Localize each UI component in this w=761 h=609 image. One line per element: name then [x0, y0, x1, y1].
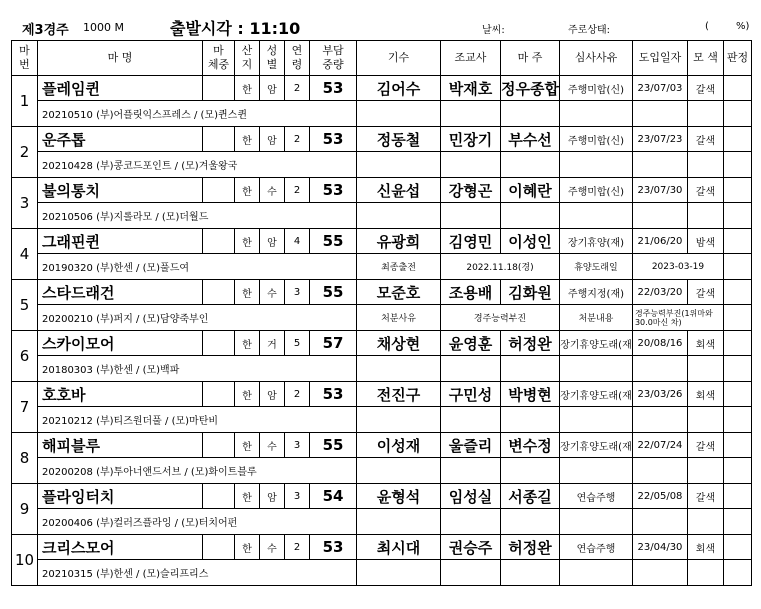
import-date: 22/05/08 [632, 484, 687, 509]
import-date: 23/07/03 [632, 76, 687, 101]
detail-empty-color [687, 509, 723, 535]
horse-row [12, 433, 752, 458]
detail-blank [310, 101, 357, 127]
detail-empty-import [632, 560, 687, 586]
col-judge-header: 판정 [723, 41, 751, 76]
detail-empty-color [687, 458, 723, 484]
detail-empty-jockey [357, 356, 441, 382]
header-line: 번 [19, 58, 30, 71]
horse-sex: 거 [260, 331, 285, 356]
detail-empty-judge [723, 101, 751, 127]
horse-detail-row [12, 356, 752, 382]
review-reason: 연습주행 [559, 484, 632, 509]
horse-age: 4 [285, 229, 310, 254]
horse-name: 스타드래건 [38, 280, 203, 305]
horse-origin: 한 [235, 229, 260, 254]
horse-row [12, 76, 752, 101]
horse-weight [203, 229, 235, 254]
entry-table [11, 40, 752, 586]
header-line: 연 [291, 44, 303, 57]
detail-empty-color [687, 407, 723, 433]
detail-empty-color [687, 101, 723, 127]
header-line: 령 [291, 58, 303, 71]
detail-empty-import [632, 458, 687, 484]
detail-empty-judge [723, 458, 751, 484]
import-date: 23/07/30 [632, 178, 687, 203]
horse-sex: 암 [260, 382, 285, 407]
import-date: 23/03/26 [632, 382, 687, 407]
coat-color: 갈색 [687, 178, 723, 203]
col-owner-header: 마 주 [501, 41, 560, 76]
detail-blank [310, 305, 357, 331]
detail-empty [723, 254, 751, 280]
header-line: 중량 [322, 58, 344, 71]
col-age-header [285, 41, 310, 76]
owner-name: 서종길 [501, 484, 560, 509]
detail-empty-trainer [441, 203, 501, 229]
horse-name: 그래핀퀸 [38, 229, 203, 254]
start-time: 출발시각 : 11:10 [170, 19, 301, 38]
horse-age: 2 [285, 76, 310, 101]
judgement [723, 280, 751, 305]
horse-weight [203, 484, 235, 509]
horse-detail-row [12, 458, 752, 484]
jockey-name: 최시대 [357, 535, 441, 560]
race-distance: 1000 M [83, 21, 124, 34]
trainer-name: 민장기 [441, 127, 501, 152]
detail-empty-trainer [441, 101, 501, 127]
detail-empty-color [687, 356, 723, 382]
detail-empty-reason [559, 101, 632, 127]
header-line: 마 [19, 44, 30, 57]
jockey-name: 신윤섭 [357, 178, 441, 203]
review-reason: 장기휴양도래(재 [559, 433, 632, 458]
horse-row [12, 331, 752, 356]
horse-sex: 암 [260, 229, 285, 254]
horse-number: 4 [12, 229, 38, 280]
col-reason-header: 심사사유 [559, 41, 632, 76]
coat-color: 갈색 [687, 76, 723, 101]
horse-weight [203, 535, 235, 560]
horse-number: 8 [12, 433, 38, 484]
horse-weight [203, 433, 235, 458]
detail-empty-trainer [441, 407, 501, 433]
horse-row [12, 229, 752, 254]
detail-empty-owner [501, 509, 560, 535]
judgement [723, 484, 751, 509]
horse-origin: 한 [235, 178, 260, 203]
burden-weight: 53 [310, 535, 357, 560]
detail-empty-reason [559, 356, 632, 382]
horse-row [12, 178, 752, 203]
horse-number: 10 [12, 535, 38, 586]
coat-color: 갈색 [687, 280, 723, 305]
horse-age: 3 [285, 433, 310, 458]
horse-sex: 수 [260, 178, 285, 203]
detail-empty-reason [559, 203, 632, 229]
pedigree-info: 20210428 (부)콩코드포인트 / (모)겨울왕국 [38, 152, 310, 178]
horse-detail-row [12, 254, 752, 280]
burden-weight: 55 [310, 280, 357, 305]
burden-weight: 53 [310, 76, 357, 101]
horse-age: 2 [285, 178, 310, 203]
col-no-header [12, 41, 38, 76]
review-reason: 주행미합(신) [559, 76, 632, 101]
horse-detail-row [12, 203, 752, 229]
horse-weight [203, 178, 235, 203]
detail-empty-trainer [441, 356, 501, 382]
horse-origin: 한 [235, 280, 260, 305]
detail-empty-jockey [357, 203, 441, 229]
detail-blank [310, 152, 357, 178]
review-reason: 연습주행 [559, 535, 632, 560]
pedigree-info: 20210212 (부)티즈원더풀 / (모)마탄비 [38, 407, 310, 433]
horse-detail-row [12, 509, 752, 535]
horse-detail-row [12, 560, 752, 586]
judgement [723, 178, 751, 203]
track-condition-label: 주로상태: [568, 25, 611, 36]
horse-detail-row [12, 101, 752, 127]
header-line: 성 [266, 44, 278, 57]
detail-empty-jockey [357, 152, 441, 178]
horse-sex: 암 [260, 76, 285, 101]
import-date: 20/08/16 [632, 331, 687, 356]
pedigree-info: 20200208 (부)투아너앤드서브 / (모)화이트블루 [38, 458, 310, 484]
horse-name: 크리스모어 [38, 535, 203, 560]
horse-name: 플라잉터치 [38, 484, 203, 509]
col-import-date-header: 도입일자 [632, 41, 687, 76]
horse-detail-row [12, 407, 752, 433]
import-date: 22/03/20 [632, 280, 687, 305]
detail-blank [310, 203, 357, 229]
detail-empty-trainer [441, 152, 501, 178]
horse-sex: 수 [260, 535, 285, 560]
detail-empty-judge [723, 407, 751, 433]
detail-empty-owner [501, 356, 560, 382]
horse-sex: 수 [260, 433, 285, 458]
detail-empty-reason [559, 509, 632, 535]
horse-name: 호호바 [38, 382, 203, 407]
horse-row [12, 484, 752, 509]
detail-empty-trainer [441, 509, 501, 535]
jockey-name: 채상현 [357, 331, 441, 356]
detail-empty-import [632, 356, 687, 382]
owner-name: 변수정 [501, 433, 560, 458]
owner-name: 이성인 [501, 229, 560, 254]
horse-row [12, 127, 752, 152]
detail-empty-import [632, 101, 687, 127]
detail-empty-import [632, 509, 687, 535]
jockey-name: 정동철 [357, 127, 441, 152]
jockey-name: 전진구 [357, 382, 441, 407]
detail-empty-reason [559, 458, 632, 484]
detail-empty-judge [723, 356, 751, 382]
review-reason: 주행미합(신) [559, 178, 632, 203]
horse-row [12, 382, 752, 407]
burden-weight: 53 [310, 178, 357, 203]
horse-origin: 한 [235, 535, 260, 560]
header-line: 산 [241, 44, 253, 57]
detail-empty-import [632, 152, 687, 178]
horse-detail-row [12, 152, 752, 178]
burden-weight: 53 [310, 382, 357, 407]
detail-blank [310, 407, 357, 433]
horse-age: 2 [285, 382, 310, 407]
jockey-name: 윤형석 [357, 484, 441, 509]
extra-label-2: 처분내용 [559, 305, 632, 331]
trainer-name: 김영민 [441, 229, 501, 254]
trainer-name: 임성실 [441, 484, 501, 509]
detail-empty-jockey [357, 560, 441, 586]
coat-color: 회색 [687, 331, 723, 356]
coat-color: 갈색 [687, 433, 723, 458]
col-sex-header [260, 41, 285, 76]
jockey-name: 모준호 [357, 280, 441, 305]
detail-blank [310, 509, 357, 535]
detail-empty-owner [501, 458, 560, 484]
header-line: 부담 [322, 44, 344, 57]
review-reason: 주행지정(재) [559, 280, 632, 305]
jockey-name: 이성재 [357, 433, 441, 458]
detail-empty-judge [723, 203, 751, 229]
detail-empty-reason [559, 152, 632, 178]
pedigree-info: 20210315 (부)한센 / (모)슬리프리스 [38, 560, 310, 586]
jockey-name: 유광희 [357, 229, 441, 254]
trainer-name: 박재호 [441, 76, 501, 101]
horse-name: 플레임퀸 [38, 76, 203, 101]
header-line: 별 [266, 58, 278, 71]
horse-name: 불의통치 [38, 178, 203, 203]
detail-blank [310, 458, 357, 484]
extra-value-2: 2023-03-19 [632, 254, 723, 280]
judgement [723, 433, 751, 458]
horse-row [12, 535, 752, 560]
owner-name: 정우종합 [501, 76, 560, 101]
judgement [723, 331, 751, 356]
horse-row [12, 280, 752, 305]
trainer-name: 윤영훈 [441, 331, 501, 356]
horse-weight [203, 127, 235, 152]
detail-empty-judge [723, 509, 751, 535]
review-reason: 장기휴양(재) [559, 229, 632, 254]
import-date: 23/04/30 [632, 535, 687, 560]
review-reason: 장기휴양도래(재 [559, 331, 632, 356]
detail-empty-jockey [357, 407, 441, 433]
race-title: 제3경주 [22, 23, 69, 38]
burden-weight: 55 [310, 433, 357, 458]
detail-empty-color [687, 203, 723, 229]
detail-empty-import [632, 203, 687, 229]
burden-weight: 53 [310, 127, 357, 152]
trainer-name: 권승주 [441, 535, 501, 560]
col-origin-header [235, 41, 260, 76]
horse-number: 2 [12, 127, 38, 178]
col-trainer-header: 조교사 [441, 41, 501, 76]
extra-label-1: 처분사유 [357, 305, 441, 331]
owner-name: 허정완 [501, 535, 560, 560]
header-line: 지 [241, 58, 253, 71]
trainer-name: 울즐리 [441, 433, 501, 458]
coat-color: 회색 [687, 535, 723, 560]
detail-empty-owner [501, 203, 560, 229]
detail-empty-judge [723, 152, 751, 178]
weather-label: 날씨: [482, 25, 505, 36]
coat-color: 밤색 [687, 229, 723, 254]
pedigree-info: 20180303 (부)한센 / (모)백파 [38, 356, 310, 382]
trainer-name: 구민성 [441, 382, 501, 407]
owner-name: 허정완 [501, 331, 560, 356]
coat-color: 갈색 [687, 127, 723, 152]
col-burden-header [310, 41, 357, 76]
detail-empty-owner [501, 407, 560, 433]
horse-number: 5 [12, 280, 38, 331]
detail-empty-jockey [357, 458, 441, 484]
detail-blank [310, 560, 357, 586]
burden-weight: 55 [310, 229, 357, 254]
owner-name: 부수선 [501, 127, 560, 152]
horse-origin: 한 [235, 382, 260, 407]
detail-empty-owner [501, 101, 560, 127]
horse-name: 운주톱 [38, 127, 203, 152]
review-reason: 주행미합(신) [559, 127, 632, 152]
pedigree-info: 20210510 (부)어플릿익스프레스 / (모)퀸스퀸 [38, 101, 310, 127]
detail-empty-jockey [357, 509, 441, 535]
judgement [723, 127, 751, 152]
import-date: 23/07/23 [632, 127, 687, 152]
extra-label-1: 최종출전 [357, 254, 441, 280]
detail-empty-color [687, 560, 723, 586]
horse-origin: 한 [235, 127, 260, 152]
table-header-row [12, 41, 752, 76]
extra-label-2: 휴양도래일 [559, 254, 632, 280]
burden-weight: 54 [310, 484, 357, 509]
judgement [723, 229, 751, 254]
detail-empty-reason [559, 560, 632, 586]
horse-origin: 한 [235, 76, 260, 101]
extra-value-2: 경주능력부진(1위마와 30.0마신 차) [632, 305, 723, 331]
pedigree-info: 20200210 (부)퍼지 / (모)담양죽부인 [38, 305, 310, 331]
horse-detail-row [12, 305, 752, 331]
pedigree-info: 20200406 (부)컬러즈플라잉 / (모)터치어펀 [38, 509, 310, 535]
track-percent: %) [736, 21, 750, 32]
detail-blank [310, 254, 357, 280]
owner-name: 이혜란 [501, 178, 560, 203]
detail-empty-trainer [441, 560, 501, 586]
col-name-header: 마 명 [38, 41, 203, 76]
pedigree-info: 20210506 (부)지롤라모 / (모)더월드 [38, 203, 310, 229]
coat-color: 갈색 [687, 484, 723, 509]
horse-sex: 암 [260, 127, 285, 152]
horse-number: 1 [12, 76, 38, 127]
horse-origin: 한 [235, 484, 260, 509]
horse-name: 스카이모어 [38, 331, 203, 356]
col-jockey-header: 기수 [357, 41, 441, 76]
detail-empty-owner [501, 152, 560, 178]
col-weight-header [203, 41, 235, 76]
import-date: 22/07/24 [632, 433, 687, 458]
owner-name: 김화원 [501, 280, 560, 305]
horse-name: 해피블루 [38, 433, 203, 458]
detail-empty-reason [559, 407, 632, 433]
detail-empty [723, 305, 751, 331]
burden-weight: 57 [310, 331, 357, 356]
horse-age: 3 [285, 484, 310, 509]
horse-weight [203, 280, 235, 305]
horse-weight [203, 382, 235, 407]
horse-sex: 암 [260, 484, 285, 509]
judgement [723, 535, 751, 560]
horse-weight [203, 76, 235, 101]
detail-empty-owner [501, 560, 560, 586]
detail-empty-jockey [357, 101, 441, 127]
detail-empty-import [632, 407, 687, 433]
coat-color: 회색 [687, 382, 723, 407]
header-line: 마 [213, 44, 224, 57]
horse-origin: 한 [235, 331, 260, 356]
horse-weight [203, 331, 235, 356]
trainer-name: 강형곤 [441, 178, 501, 203]
review-reason: 장기휴양도래(재 [559, 382, 632, 407]
horse-number: 6 [12, 331, 38, 382]
horse-origin: 한 [235, 433, 260, 458]
extra-value-1: 2022.11.18(경) [441, 254, 560, 280]
judgement [723, 382, 751, 407]
horse-number: 7 [12, 382, 38, 433]
horse-age: 2 [285, 535, 310, 560]
judgement [723, 76, 751, 101]
horse-age: 2 [285, 127, 310, 152]
owner-name: 박병현 [501, 382, 560, 407]
horse-number: 9 [12, 484, 38, 535]
race-header [0, 0, 761, 40]
detail-empty-trainer [441, 458, 501, 484]
detail-empty-judge [723, 560, 751, 586]
horse-age: 5 [285, 331, 310, 356]
track-paren: ( [705, 21, 709, 32]
pedigree-info: 20190320 (부)한센 / (모)풀드여 [38, 254, 310, 280]
horse-sex: 수 [260, 280, 285, 305]
jockey-name: 김어수 [357, 76, 441, 101]
extra-value-1: 경주능력부진 [441, 305, 560, 331]
col-color-header: 모 색 [687, 41, 723, 76]
trainer-name: 조용배 [441, 280, 501, 305]
horse-number: 3 [12, 178, 38, 229]
import-date: 21/06/20 [632, 229, 687, 254]
detail-empty-color [687, 152, 723, 178]
header-line: 체중 [207, 58, 230, 71]
detail-blank [310, 356, 357, 382]
horse-age: 3 [285, 280, 310, 305]
